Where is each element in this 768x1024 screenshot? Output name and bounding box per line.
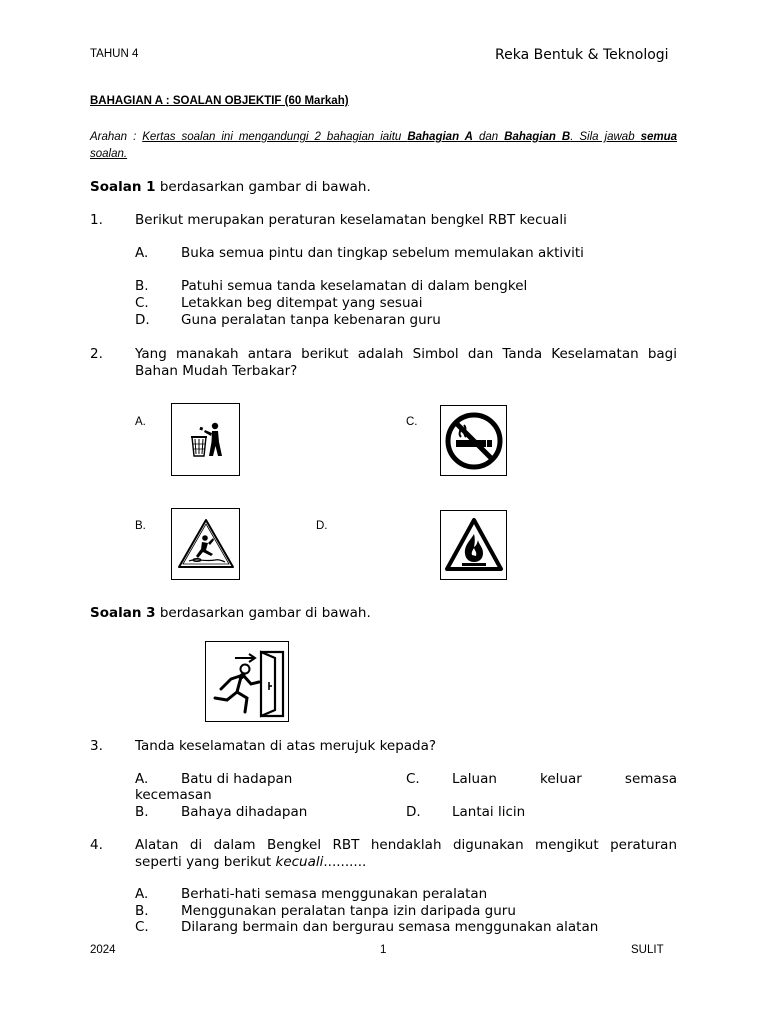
q2-line-2: Bahan Mudah Terbakar? bbox=[135, 363, 298, 379]
slippery-floor-icon bbox=[175, 516, 237, 572]
q1-option-a-label: A. bbox=[135, 245, 149, 261]
q3-option-d-text: Lantai licin bbox=[452, 804, 526, 820]
instructions bbox=[90, 129, 677, 163]
soalan1-intro-rest: berdasarkan gambar di bawah. bbox=[155, 179, 371, 195]
q3-text: Tanda keselamatan di atas merujuk kepada? bbox=[135, 738, 437, 754]
footer-year: 2024 bbox=[90, 944, 116, 956]
q1-text: Berikut merupakan peraturan keselamatan bengkel RBT kecuali bbox=[135, 212, 567, 228]
q1-number: 1. bbox=[90, 212, 103, 228]
instructions-text-2: dan bbox=[472, 131, 505, 143]
instructions-text-4: soalan. bbox=[90, 148, 128, 160]
footer-page-number: 1 bbox=[380, 944, 387, 956]
instructions-text-3: . Sila jawab bbox=[570, 131, 641, 143]
q4-option-c-text: Dilarang bermain dan bergurau semasa menggunakan alatan bbox=[181, 919, 599, 935]
q4-option-b-text: Menggunakan peralatan tanpa izin daripada guru bbox=[181, 903, 516, 919]
q1-option-b-label: B. bbox=[135, 278, 149, 294]
q4-option-b-label: B. bbox=[135, 903, 149, 919]
q2-line-1: Yang manakah antara berikut adalah Simbol dan Tanda Keselamatan bagi bbox=[135, 346, 677, 362]
q2-option-c-label: C. bbox=[406, 416, 418, 428]
litter-bin-icon bbox=[186, 420, 226, 460]
q1-option-b-text: Patuhi semua tanda keselamatan di dalam bengkel bbox=[181, 278, 528, 294]
q4-number: 4. bbox=[90, 837, 103, 853]
q3-image bbox=[205, 641, 289, 722]
q2-option-a-image bbox=[171, 403, 240, 476]
emergency-exit-icon bbox=[209, 646, 285, 718]
q4-line-2-suffix: .......... bbox=[323, 854, 367, 870]
instructions-bold-1: Bahagian A bbox=[407, 131, 473, 143]
instructions-prefix: Arahan : bbox=[90, 131, 143, 143]
q2-option-a-label: A. bbox=[135, 416, 146, 428]
instructions-text-1: Kertas soalan ini mengandungi 2 bahagian iaitu bbox=[142, 131, 408, 143]
q2-option-b-image bbox=[171, 508, 240, 580]
q3-option-b-text: Bahaya dihadapan bbox=[181, 804, 308, 820]
q4-line-2-prefix: seperti yang berikut bbox=[135, 854, 276, 870]
soalan3-intro-bold: Soalan 3 bbox=[90, 605, 156, 621]
soalan1-intro bbox=[90, 179, 371, 195]
soalan3-intro-rest: berdasarkan gambar di bawah. bbox=[155, 605, 371, 621]
q4-line-2-italic: kecuali bbox=[275, 854, 324, 870]
q3-number: 3. bbox=[90, 738, 103, 754]
q4-option-a-label: A. bbox=[135, 886, 149, 902]
q1-option-d-label: D. bbox=[135, 312, 150, 328]
q4-option-a-text: Berhati-hati semasa menggunakan peralatan bbox=[181, 886, 488, 902]
q4-line-1: Alatan di dalam Bengkel RBT hendaklah digunakan mengikut peraturan bbox=[135, 837, 677, 853]
q4-text bbox=[135, 837, 677, 871]
q1-option-c-text: Letakkan beg ditempat yang sesuai bbox=[181, 295, 423, 311]
q3-option-c-text: Laluan keluar semasa bbox=[452, 771, 677, 787]
q2-option-d-image bbox=[440, 510, 507, 580]
q3-option-a-text: Batu di hadapan bbox=[181, 771, 293, 787]
q1-option-c-label: C. bbox=[135, 295, 149, 311]
q3-option-b-label: B. bbox=[135, 804, 149, 820]
q4-option-c-label: C. bbox=[135, 919, 149, 935]
flammable-icon bbox=[444, 517, 504, 573]
soalan3-intro bbox=[90, 605, 371, 621]
q3-option-d-label: D. bbox=[406, 804, 421, 820]
instructions-bold-2: Bahagian B bbox=[504, 131, 571, 143]
q4-line-2 bbox=[135, 854, 677, 871]
header-class: TAHUN 4 bbox=[90, 48, 139, 60]
q3-option-a-label: A. bbox=[135, 771, 149, 787]
q2-option-c-image bbox=[440, 405, 507, 476]
section-title: BAHAGIAN A : SOALAN OBJEKTIF (60 Markah) bbox=[90, 95, 349, 107]
q3-option-c-continuation: kecemasan bbox=[135, 787, 212, 803]
q2-option-b-label: B. bbox=[135, 520, 146, 532]
q2-text bbox=[135, 346, 677, 380]
q2-number: 2. bbox=[90, 346, 103, 362]
soalan1-intro-bold: Soalan 1 bbox=[90, 179, 156, 195]
footer-status: SULIT bbox=[631, 944, 664, 956]
instructions-bold-3: semua bbox=[640, 131, 678, 143]
q1-option-a-text: Buka semua pintu dan tingkap sebelum memulakan aktiviti bbox=[181, 245, 584, 261]
q3-option-c-label: C. bbox=[406, 771, 420, 787]
q1-option-d-text: Guna peralatan tanpa kebenaran guru bbox=[181, 312, 441, 328]
no-smoking-icon bbox=[444, 411, 504, 471]
q2-option-d-label: D. bbox=[316, 520, 328, 532]
header-subject: Reka Bentuk & Teknologi bbox=[495, 47, 669, 63]
